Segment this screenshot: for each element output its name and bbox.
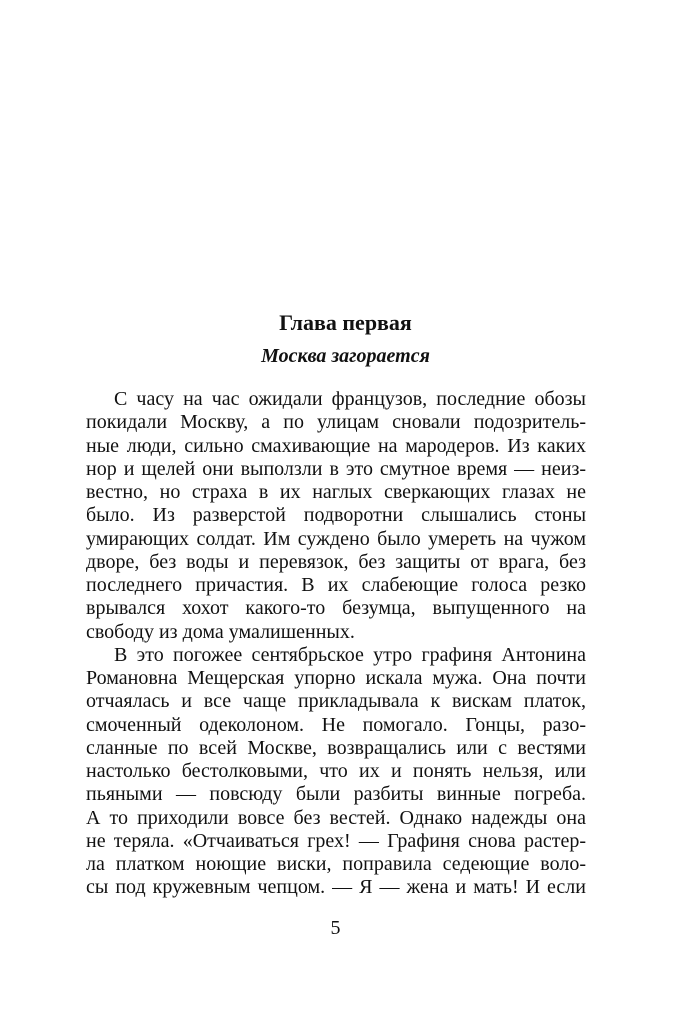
- body-text: [86, 388, 586, 900]
- text-line: было. Из разверстой подворотни слышались стоны: [86, 504, 586, 527]
- chapter-subtitle: Москва загорается: [261, 345, 430, 367]
- paragraph: [86, 388, 586, 644]
- text-line: сы под кружевным чепцом. — Я — жена и мать! И если: [86, 876, 586, 899]
- text-line: дворе, без воды и перевязок, без защиты от врага, без: [86, 550, 586, 573]
- paragraph: [86, 644, 586, 900]
- text-line: смоченный одеколоном. Не помогало. Гонцы, разо-: [86, 713, 586, 736]
- chapter-title: Глава первая: [279, 310, 412, 335]
- text-line: умирающих солдат. Им суждено было умереть на чужом: [86, 527, 586, 550]
- text-line: ла платком ноющие виски, поправила седеющие воло-: [86, 853, 586, 875]
- text-line: врывался хохот какого-то безумца, выпущенного на: [86, 597, 586, 620]
- text-line: пьяными — повсюду были разбиты винные погреба.: [86, 783, 586, 806]
- text-line: В это погожее сентябрьское утро графиня Антонина: [114, 643, 586, 666]
- text-line: настолько бестолковыми, что их и понять нельзя, или: [86, 760, 586, 782]
- text-line: А то приходили вовсе без вестей. Однако надежды она: [86, 806, 586, 829]
- page-number: 5: [330, 917, 341, 939]
- text-line: отчаялась и все чаще прикладывала к вискам платок,: [86, 690, 586, 713]
- text-line: сланные по всей Москве, возвращались или с вестями: [86, 736, 586, 759]
- text-line: свободу из дома умалишенных.: [86, 620, 355, 643]
- text-line: нор и щелей они выползли в это смутное время — неиз-: [86, 457, 586, 480]
- text-line: С часу на час ожидали французов, последние обозы: [114, 388, 586, 410]
- text-line: последнего причастия. В их слабеющие голоса резко: [86, 574, 586, 596]
- text-line: покидали Москву, а по улицам сновали подозритель-: [86, 411, 586, 434]
- text-line: ные люди, сильно смахивающие на мародеров. Из каких: [86, 434, 586, 457]
- text-line: вестно, но страха в их наглых сверкающих глазах не: [86, 481, 586, 503]
- text-line: не теряла. «Отчаиваться грех! — Графиня снова растер-: [86, 829, 586, 852]
- text-line: Романовна Мещерская упорно искала мужа. Она почти: [86, 667, 586, 689]
